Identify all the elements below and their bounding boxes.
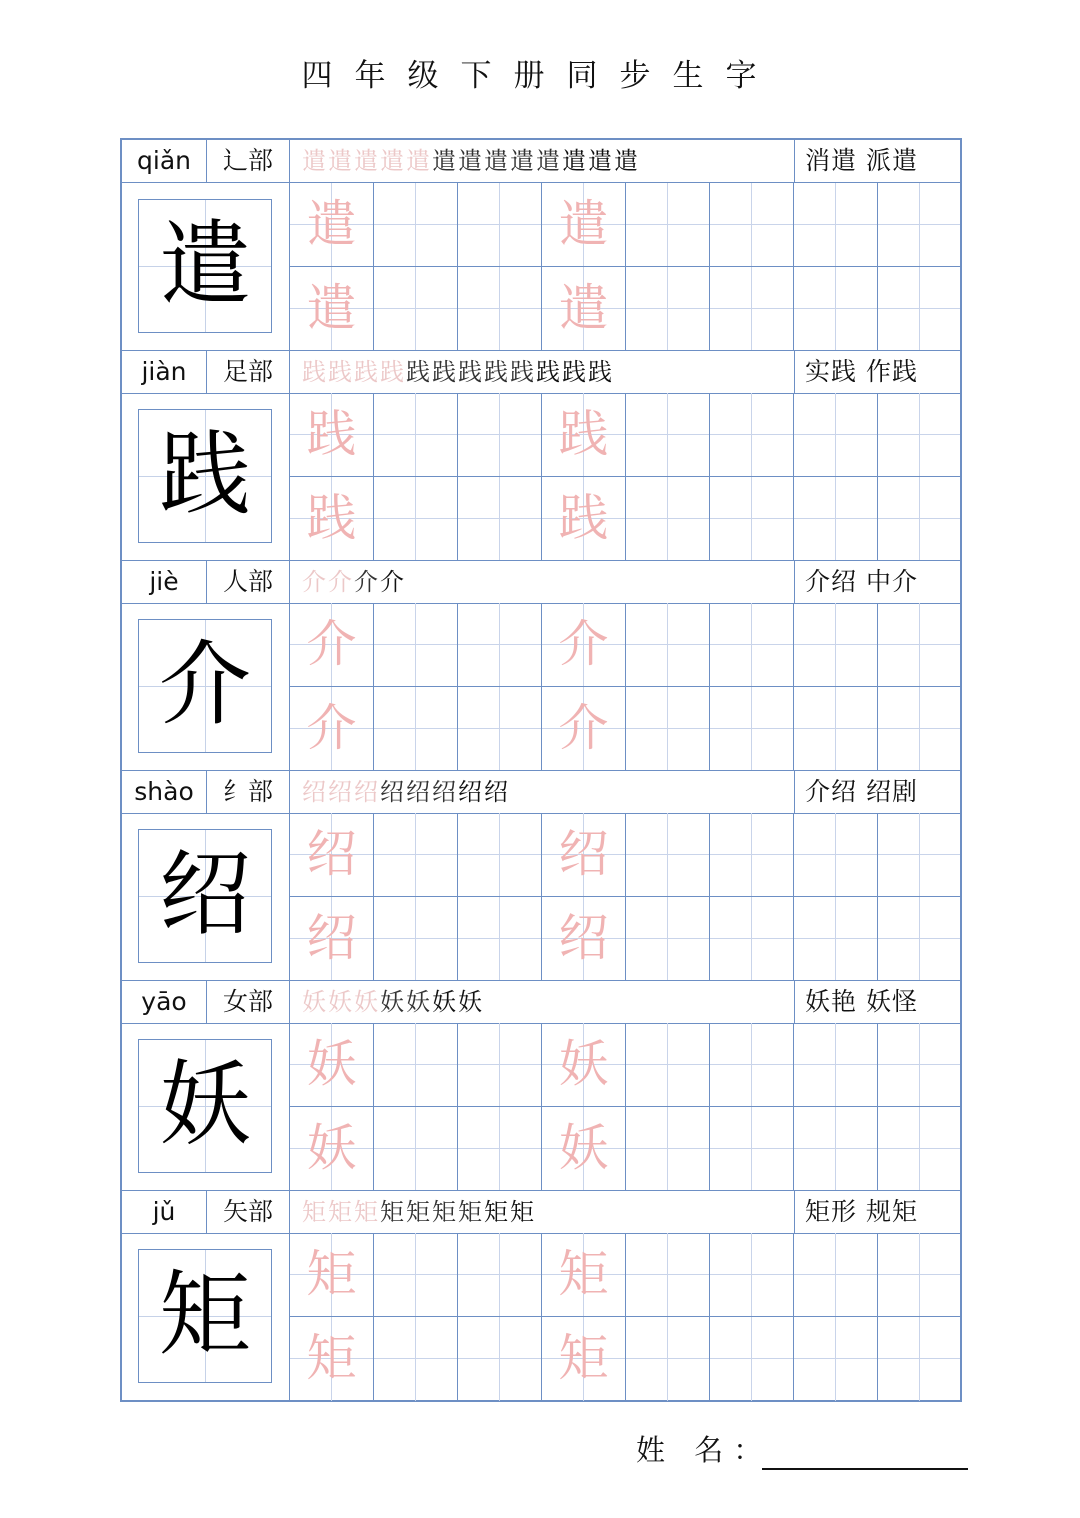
practice-cell[interactable] xyxy=(626,1023,710,1107)
practice-cell[interactable] xyxy=(794,687,878,771)
stroke-step: 介 xyxy=(302,568,328,596)
practice-cell[interactable] xyxy=(794,1023,878,1107)
practice-cell[interactable] xyxy=(878,267,960,351)
stroke-step: 矩 xyxy=(406,1198,432,1226)
practice-cell[interactable] xyxy=(878,1023,960,1107)
trace-character-cell[interactable]: 妖 xyxy=(542,1107,626,1191)
trace-character-cell[interactable]: 绍 xyxy=(290,897,374,981)
stroke-step: 践 xyxy=(432,358,458,386)
stroke-step: 矩 xyxy=(354,1198,380,1226)
stroke-step: 矩 xyxy=(302,1198,328,1226)
character-block xyxy=(122,980,960,1191)
practice-cell[interactable] xyxy=(794,813,878,897)
practice-cell[interactable] xyxy=(458,687,542,771)
trace-character-cell[interactable]: 矩 xyxy=(542,1233,626,1317)
practice-cell[interactable] xyxy=(374,1107,458,1191)
stroke-step: 矩 xyxy=(484,1198,510,1226)
practice-cell[interactable] xyxy=(878,477,960,561)
model-character-cell xyxy=(122,603,290,771)
trace-character-cell[interactable]: 践 xyxy=(290,393,374,477)
practice-cell[interactable] xyxy=(794,477,878,561)
stroke-step: 践 xyxy=(380,358,406,386)
practice-cell[interactable] xyxy=(626,393,710,477)
practice-cell[interactable] xyxy=(710,1107,794,1191)
practice-cell[interactable] xyxy=(626,1233,710,1317)
trace-character-cell[interactable]: 妖 xyxy=(542,1023,626,1107)
practice-cell[interactable] xyxy=(878,813,960,897)
character-header-row xyxy=(122,1190,960,1234)
pinyin-label: jǔ xyxy=(152,1197,176,1226)
model-character: 介 xyxy=(138,619,272,753)
practice-cell[interactable] xyxy=(794,1107,878,1191)
character-header-row xyxy=(122,980,960,1024)
stroke-step: 妖 xyxy=(380,988,406,1016)
stroke-step: 绍 xyxy=(380,778,406,806)
example-words: 实践 作践 xyxy=(794,351,960,393)
stroke-step: 遣 xyxy=(614,147,640,175)
radical-label: 女部 xyxy=(206,981,290,1023)
stroke-step: 遣 xyxy=(354,147,380,175)
practice-cell[interactable] xyxy=(878,897,960,981)
character-header-row xyxy=(122,140,960,183)
practice-cell[interactable] xyxy=(626,603,710,687)
practice-grid xyxy=(290,183,960,351)
practice-cell[interactable] xyxy=(626,687,710,771)
practice-cell[interactable] xyxy=(458,183,542,267)
stroke-step: 妖 xyxy=(302,988,328,1016)
practice-grid xyxy=(290,603,960,771)
practice-grid xyxy=(290,393,960,561)
practice-cell[interactable] xyxy=(794,183,878,267)
stroke-step: 绍 xyxy=(458,778,484,806)
practice-cell[interactable] xyxy=(374,1317,458,1401)
practice-cell[interactable] xyxy=(710,477,794,561)
stroke-step: 践 xyxy=(302,358,328,386)
radical-label: 纟部 xyxy=(206,771,290,813)
practice-cell[interactable] xyxy=(794,267,878,351)
radical-label: 矢部 xyxy=(206,1191,290,1233)
practice-cell[interactable] xyxy=(710,1233,794,1317)
practice-cell[interactable] xyxy=(710,897,794,981)
stroke-step: 遣 xyxy=(510,147,536,175)
practice-cell[interactable] xyxy=(878,183,960,267)
trace-character-cell[interactable]: 遣 xyxy=(290,183,374,267)
stroke-step: 介 xyxy=(380,568,406,596)
practice-cell[interactable] xyxy=(794,603,878,687)
practice-cell[interactable] xyxy=(458,1233,542,1317)
character-header-row xyxy=(122,770,960,814)
stroke-step: 践 xyxy=(328,358,354,386)
practice-cell[interactable] xyxy=(710,1317,794,1401)
stroke-step: 绍 xyxy=(354,778,380,806)
practice-cell[interactable] xyxy=(374,393,458,477)
practice-cell[interactable] xyxy=(710,687,794,771)
model-character-cell xyxy=(122,813,290,981)
stroke-step: 妖 xyxy=(458,988,484,1016)
trace-character-cell[interactable]: 矩 xyxy=(290,1233,374,1317)
stroke-step: 矩 xyxy=(458,1198,484,1226)
practice-cell[interactable] xyxy=(878,1107,960,1191)
practice-grid xyxy=(290,1023,960,1191)
practice-cell[interactable] xyxy=(710,813,794,897)
practice-cell[interactable] xyxy=(458,393,542,477)
practice-cell[interactable] xyxy=(878,1233,960,1317)
trace-character-cell[interactable]: 介 xyxy=(542,687,626,771)
stroke-step: 践 xyxy=(588,358,614,386)
practice-grid xyxy=(290,813,960,981)
stroke-step: 遣 xyxy=(432,147,458,175)
stroke-order-sequence xyxy=(290,981,794,1023)
stroke-order-sequence xyxy=(290,351,794,393)
stroke-step: 遣 xyxy=(380,147,406,175)
stroke-step: 遣 xyxy=(562,147,588,175)
stroke-step: 遣 xyxy=(588,147,614,175)
stroke-order-sequence xyxy=(290,561,794,603)
radical-label: 人部 xyxy=(206,561,290,603)
model-character: 妖 xyxy=(138,1039,272,1173)
stroke-step: 践 xyxy=(510,358,536,386)
example-words: 介绍 绍剧 xyxy=(794,771,960,813)
practice-cell[interactable] xyxy=(374,603,458,687)
practice-cell[interactable] xyxy=(794,393,878,477)
stroke-step: 妖 xyxy=(354,988,380,1016)
trace-character-cell[interactable]: 绍 xyxy=(542,897,626,981)
trace-character-cell[interactable]: 矩 xyxy=(542,1317,626,1401)
practice-cell[interactable] xyxy=(710,183,794,267)
practice-cell[interactable] xyxy=(710,267,794,351)
stroke-step: 遣 xyxy=(484,147,510,175)
stroke-step: 妖 xyxy=(432,988,458,1016)
practice-sheet xyxy=(120,138,962,1402)
stroke-step: 绍 xyxy=(406,778,432,806)
practice-cell[interactable] xyxy=(374,897,458,981)
stroke-step: 践 xyxy=(406,358,432,386)
stroke-step: 绍 xyxy=(328,778,354,806)
model-character-cell xyxy=(122,183,290,351)
stroke-step: 遣 xyxy=(458,147,484,175)
character-block xyxy=(122,1190,960,1401)
practice-cell[interactable] xyxy=(458,267,542,351)
practice-cell[interactable] xyxy=(710,603,794,687)
practice-cell[interactable] xyxy=(458,897,542,981)
stroke-step: 遣 xyxy=(302,147,328,175)
trace-character-cell[interactable]: 妖 xyxy=(290,1023,374,1107)
stroke-step: 践 xyxy=(536,358,562,386)
trace-character-cell[interactable]: 介 xyxy=(290,603,374,687)
page-title: 四年级下册同步生字 xyxy=(301,58,779,94)
character-block xyxy=(122,560,960,771)
model-character: 遣 xyxy=(138,199,272,333)
practice-cell[interactable] xyxy=(626,897,710,981)
trace-character-cell[interactable]: 遣 xyxy=(542,183,626,267)
trace-character-cell[interactable]: 遣 xyxy=(542,267,626,351)
practice-cell[interactable] xyxy=(374,1023,458,1107)
practice-cell[interactable] xyxy=(374,687,458,771)
pinyin-label: jiè xyxy=(149,567,179,596)
practice-cell[interactable] xyxy=(878,603,960,687)
trace-character-cell[interactable]: 妖 xyxy=(290,1107,374,1191)
stroke-order-sequence xyxy=(290,140,794,182)
practice-cell[interactable] xyxy=(878,687,960,771)
character-header-row xyxy=(122,560,960,604)
radical-label: 足部 xyxy=(206,351,290,393)
practice-cell[interactable] xyxy=(878,393,960,477)
practice-cell[interactable] xyxy=(458,603,542,687)
stroke-step: 践 xyxy=(458,358,484,386)
name-label: 姓 名： xyxy=(636,1433,773,1467)
practice-cell[interactable] xyxy=(878,1317,960,1401)
stroke-step: 绍 xyxy=(432,778,458,806)
stroke-step: 矩 xyxy=(510,1198,536,1226)
trace-character-cell[interactable]: 介 xyxy=(542,603,626,687)
radical-label: 辶部 xyxy=(206,140,290,182)
character-block xyxy=(122,770,960,981)
practice-cell[interactable] xyxy=(794,897,878,981)
trace-character-cell[interactable]: 遣 xyxy=(290,267,374,351)
practice-cell[interactable] xyxy=(458,1107,542,1191)
name-input-line[interactable] xyxy=(762,1468,968,1470)
practice-cell[interactable] xyxy=(374,183,458,267)
stroke-step: 妖 xyxy=(406,988,432,1016)
stroke-order-sequence xyxy=(290,771,794,813)
practice-cell[interactable] xyxy=(626,1107,710,1191)
practice-cell[interactable] xyxy=(374,267,458,351)
practice-cell[interactable] xyxy=(458,1023,542,1107)
example-words: 介绍 中介 xyxy=(794,561,960,603)
model-character-cell xyxy=(122,393,290,561)
stroke-step: 践 xyxy=(354,358,380,386)
model-character: 绍 xyxy=(138,829,272,963)
stroke-step: 遣 xyxy=(536,147,562,175)
stroke-step: 遣 xyxy=(406,147,432,175)
example-words: 妖艳 妖怪 xyxy=(794,981,960,1023)
practice-cell[interactable] xyxy=(626,477,710,561)
stroke-step: 介 xyxy=(354,568,380,596)
practice-cell[interactable] xyxy=(794,1317,878,1401)
example-words: 消遣 派遣 xyxy=(794,140,960,182)
practice-cell[interactable] xyxy=(374,813,458,897)
practice-cell[interactable] xyxy=(626,267,710,351)
practice-cell[interactable] xyxy=(458,477,542,561)
trace-character-cell[interactable]: 介 xyxy=(290,687,374,771)
practice-cell[interactable] xyxy=(710,393,794,477)
practice-cell[interactable] xyxy=(458,813,542,897)
stroke-step: 绍 xyxy=(302,778,328,806)
stroke-step: 介 xyxy=(328,568,354,596)
stroke-step: 矩 xyxy=(432,1198,458,1226)
stroke-step: 践 xyxy=(562,358,588,386)
pinyin-label: shào xyxy=(134,777,194,806)
practice-cell[interactable] xyxy=(626,183,710,267)
practice-cell[interactable] xyxy=(710,1023,794,1107)
pinyin-label: yāo xyxy=(141,987,187,1016)
trace-character-cell[interactable]: 践 xyxy=(290,477,374,561)
stroke-step: 妖 xyxy=(328,988,354,1016)
stroke-order-sequence xyxy=(290,1191,794,1233)
practice-cell[interactable] xyxy=(374,1233,458,1317)
practice-cell[interactable] xyxy=(626,813,710,897)
stroke-step: 绍 xyxy=(484,778,510,806)
practice-grid xyxy=(290,1233,960,1401)
trace-character-cell[interactable]: 矩 xyxy=(290,1317,374,1401)
practice-cell[interactable] xyxy=(374,477,458,561)
model-character: 践 xyxy=(138,409,272,543)
trace-character-cell[interactable]: 绍 xyxy=(290,813,374,897)
trace-character-cell[interactable]: 践 xyxy=(542,393,626,477)
character-block xyxy=(122,350,960,561)
stroke-step: 矩 xyxy=(328,1198,354,1226)
character-header-row xyxy=(122,350,960,394)
character-block xyxy=(122,140,960,351)
pinyin-label: jiàn xyxy=(141,357,187,386)
example-words: 矩形 规矩 xyxy=(794,1191,960,1233)
stroke-step: 践 xyxy=(484,358,510,386)
pinyin-label: qiǎn xyxy=(137,146,191,175)
practice-cell[interactable] xyxy=(794,1233,878,1317)
practice-cell[interactable] xyxy=(458,1317,542,1401)
stroke-step: 矩 xyxy=(380,1198,406,1226)
practice-cell[interactable] xyxy=(626,1317,710,1401)
model-character: 矩 xyxy=(138,1249,272,1383)
trace-character-cell[interactable]: 绍 xyxy=(542,813,626,897)
stroke-step: 遣 xyxy=(328,147,354,175)
model-character-cell xyxy=(122,1023,290,1191)
model-character-cell xyxy=(122,1233,290,1401)
trace-character-cell[interactable]: 践 xyxy=(542,477,626,561)
